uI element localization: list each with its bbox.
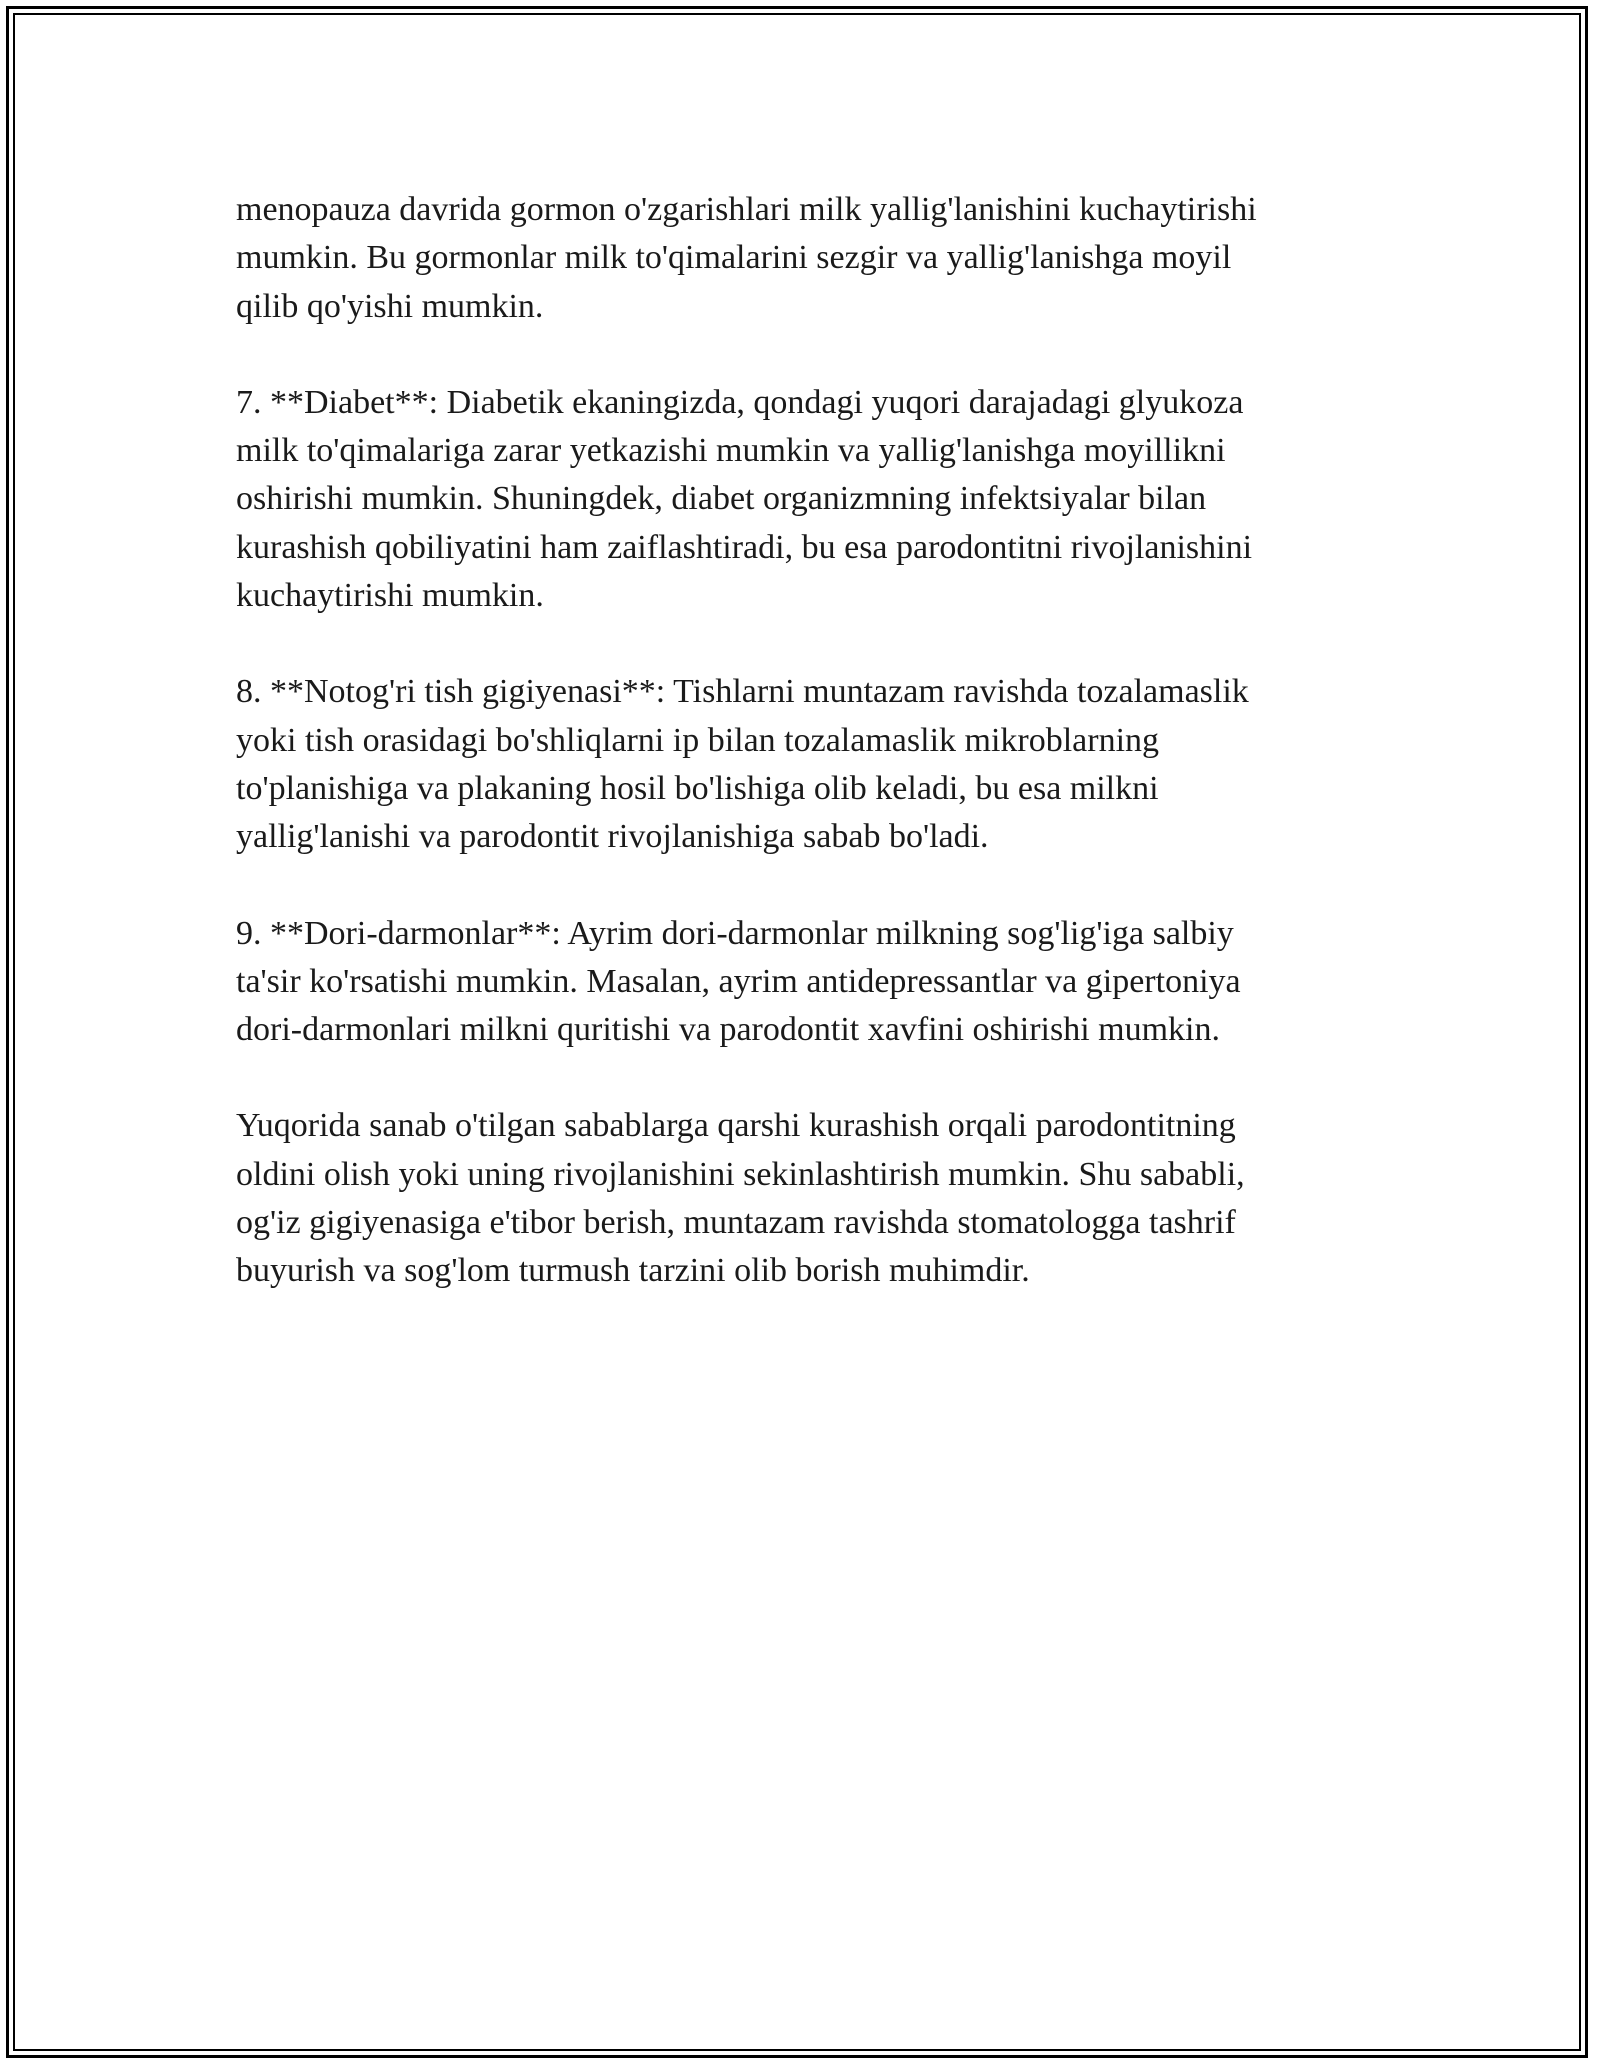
paragraph-menopause: menopauza davrida gormon o'zgarishlari milk yallig'lanishini kuchaytirishi mumkin. Bu gormonlar milk to'qimalarini sezgir va yallig'lanishga moyil qilib qo'yishi mumkin. xyxy=(236,191,1257,325)
document-body xyxy=(236,186,1376,1344)
paragraph-diabetes: 7. **Diabet**: Diabetik ekaningizda, qondagi yuqori darajadagi glyukoza milk to'qimalariga zarar yetkazishi mumkin va yallig'lanishga moyillikni oshirishi mumkin. Shuningdek, diabet organizmning infektsiyalar bilan kurashish qobiliyatini ham zaiflashtiradi, bu esa parodontitni rivojlanishini kuchaytirishi mumkin. xyxy=(236,383,1253,615)
paragraph-medications: 9. **Dori-darmonlar**: Ayrim dori-darmonlar milkning sog'lig'iga salbiy ta'sir ko'rsatishi mumkin. Masalan, ayrim antidepressantlar va gipertoniya dori-darmonlari milkni quritishi va parodontit xavfini oshirishi mumkin. xyxy=(236,914,1241,1049)
paragraph-hygiene: 8. **Notog'ri tish gigiyenasi**: Tishlarni muntazam ravishda tozalamaslik yoki tish orasidagi bo'shliqlarni ip bilan tozalamaslik mikroblarning to'planishiga va plakaning hosil bo'lishiga olib keladi, bu esa milkni yallig'lanishi va parodontit rivojlanishiga sabab bo'ladi. xyxy=(236,673,1249,856)
paragraph-conclusion: Yuqorida sanab o'tilgan sabablarga qarshi kurashish orqali parodontitning oldini olish yoki uning rivojlanishini sekinlashtirish mumkin. Shu sababli, og'iz gigiyenasiga e'tibor berish, muntazam ravishda stomatologga tashrif buyurish va sog'lom turmush tarzini olib borish muhimdir. xyxy=(236,1107,1245,1290)
